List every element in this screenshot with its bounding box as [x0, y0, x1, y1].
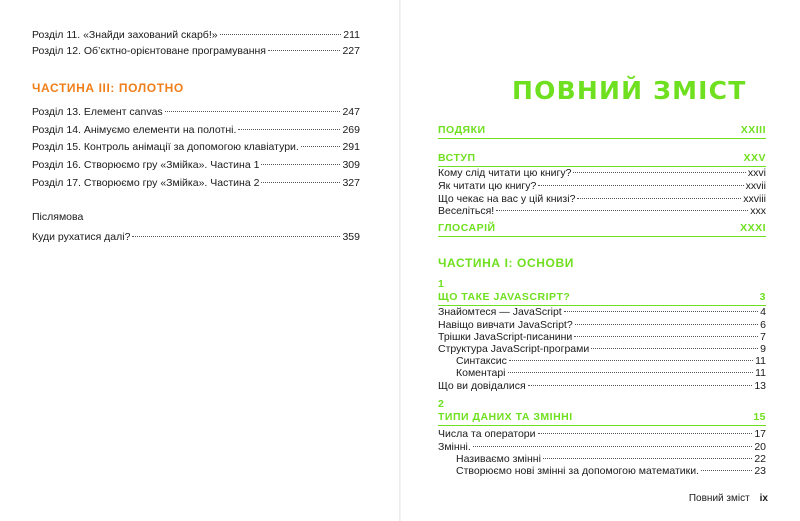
afterword-label: Післямова	[32, 211, 84, 223]
toc-entry: Розділ 14. Анімуємо елементи на полотні. 269	[32, 124, 360, 136]
toc-entry: Розділ 12. Об’єктно-орієнтоване програмування 227	[32, 45, 360, 57]
toc-entry: Змінні. 20	[438, 441, 766, 453]
chapter-2-number: 2	[438, 398, 444, 410]
chapter-1-number: 1	[438, 278, 444, 290]
toc-entry: Навіщо вивчати JavaScript? 6	[438, 319, 766, 331]
toc-subentry: Створюємо нові змінні за допомогою математики. 23	[456, 465, 766, 477]
chapter-1-heading: ЩО ТАКЕ JAVASCRIPT? 3	[438, 291, 766, 306]
part-3-heading: ЧАСТИНА III: ПОЛОТНО	[32, 81, 184, 95]
toc-entry: Що чекає на вас у цій книзі? xxviii	[438, 193, 766, 205]
toc-entry: Розділ 17. Створюємо гру «Змійка». Частина 2 327	[32, 177, 360, 189]
toc-subentry: Синтаксис 11	[456, 355, 766, 367]
toc-entry: Кому слід читати цю книгу? xxvi	[438, 167, 766, 179]
chapter-2-heading: ТИПИ ДАНИХ ТА ЗМІННІ 15	[438, 411, 766, 426]
part-1-heading: ЧАСТИНА I: ОСНОВИ	[438, 256, 574, 270]
toc-subentry: Називаємо змінні 22	[456, 453, 766, 465]
page-title: ПОВНИЙ ЗМІСТ	[512, 76, 747, 105]
toc-entry: Розділ 13. Елемент canvas 247	[32, 106, 360, 118]
toc-entry: Розділ 11. «Знайди захований скарб!» 211	[32, 29, 360, 41]
page-footer	[689, 493, 768, 504]
toc-entry: Розділ 16. Створюємо гру «Змійка». Частина 1 309	[32, 159, 360, 171]
toc-entry: Трішки JavaScript-писанини 7	[438, 331, 766, 343]
footer-title: Повний зміст	[688, 493, 750, 504]
page-number: ix	[759, 493, 768, 504]
section-glossary: ГЛОСАРІЙ XXXI	[438, 222, 766, 237]
toc-entry: Структура JavaScript-програми 9	[438, 343, 766, 355]
toc-subentry: Коментарі 11	[456, 367, 766, 379]
toc-entry: Числа та оператори 17	[438, 428, 766, 440]
section-acknowledgments: ПОДЯКИ XXIII	[438, 124, 766, 139]
right-page	[400, 0, 800, 521]
toc-entry: Як читати цю книгу? xxvii	[438, 180, 766, 192]
toc-entry: Розділ 15. Контроль анімації за допомогою клавіатури. 291	[32, 141, 360, 153]
toc-entry: Знайомтеся — JavaScript 4	[438, 306, 766, 318]
toc-entry: Що ви довідалися 13	[438, 380, 766, 392]
section-intro: ВСТУП XXV	[438, 152, 766, 167]
toc-entry: Куди рухатися далі? 359	[32, 231, 360, 243]
toc-entry: Веселіться! xxx	[438, 205, 766, 217]
